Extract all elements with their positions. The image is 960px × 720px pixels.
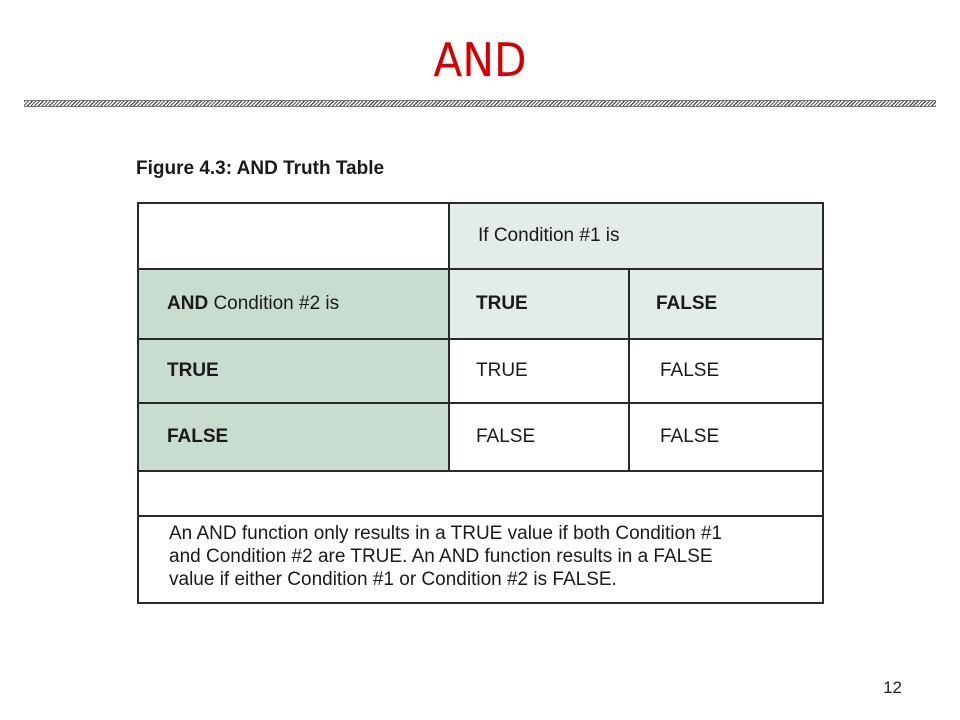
page-number: 12 (883, 678, 902, 697)
col-header-false: FALSE (630, 270, 822, 338)
empty-corner-cell (139, 204, 448, 268)
cell-false-false: FALSE (660, 426, 720, 447)
condition1-header: If Condition #1 is (450, 204, 822, 268)
cell-true-true: TRUE (476, 360, 528, 381)
row-label-true: TRUE (139, 340, 448, 402)
grid-line (139, 470, 822, 472)
truth-table-note: An AND function only results in a TRUE value if both Condition #1 and Condition #2 are TRUE. An AND function results in a FALSE value if either Condition #1 or Condition #2 is FALSE. (169, 523, 723, 590)
title-divider (24, 100, 936, 107)
condition2-header-text: Condition #2 is (208, 293, 340, 314)
grid-line (139, 338, 822, 340)
row-label-false: FALSE (139, 404, 448, 470)
grid-line (139, 515, 822, 517)
grid-line (628, 268, 630, 470)
grid-line (448, 204, 450, 470)
grid-line (139, 402, 822, 404)
cell-true-false: FALSE (660, 360, 720, 381)
cell-false-true: FALSE (476, 426, 536, 447)
grid-line (139, 268, 822, 270)
condition2-header (139, 270, 448, 338)
truth-table (137, 202, 824, 604)
slide-title: AND (433, 33, 527, 87)
and-keyword: AND (167, 293, 209, 314)
figure-caption: Figure 4.3: AND Truth Table (136, 158, 385, 179)
col-header-true: TRUE (450, 270, 628, 338)
